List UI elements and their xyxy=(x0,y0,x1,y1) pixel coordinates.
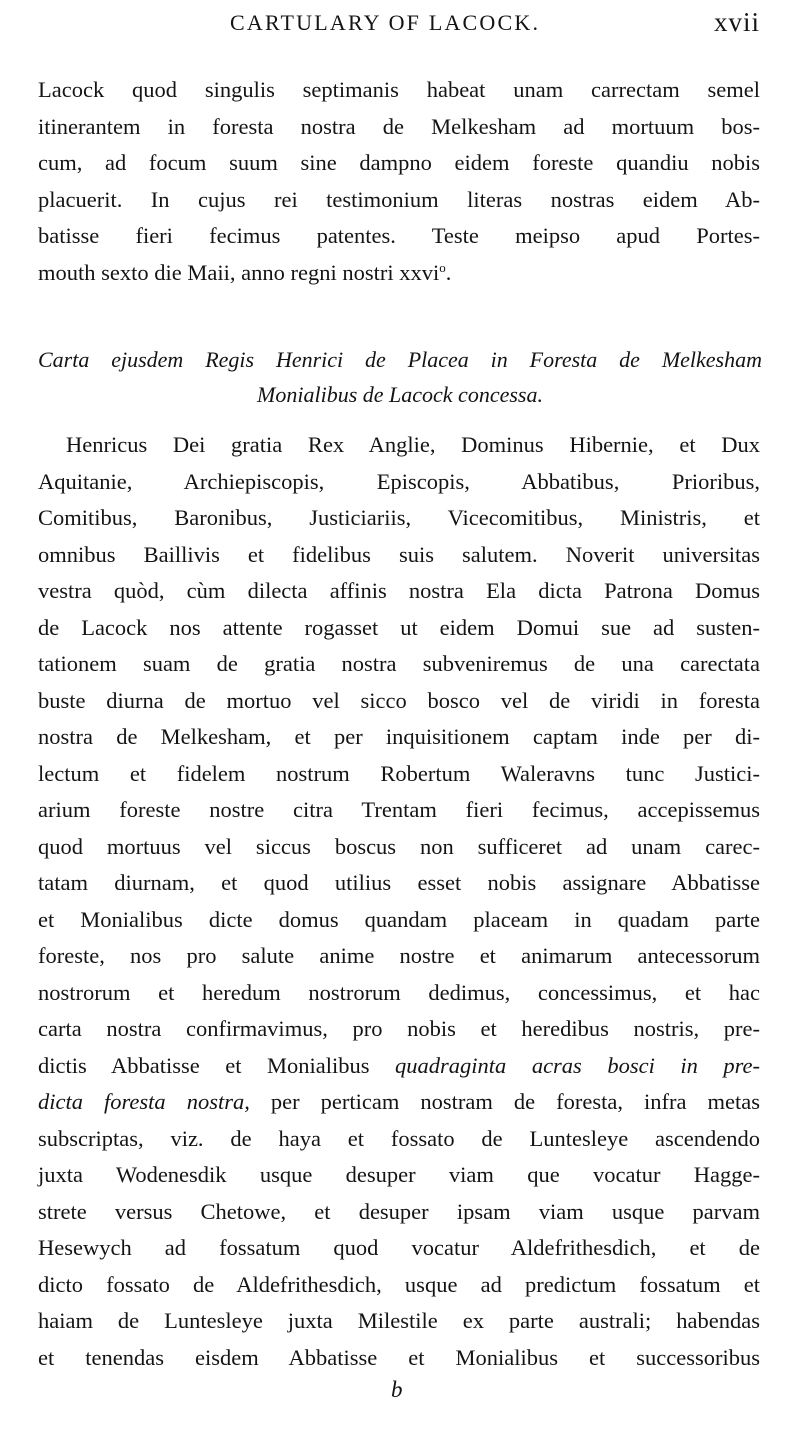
text-line: carta nostra confirmavimus, pro nobis et heredibus nostris, pre- xyxy=(38,1016,760,1041)
text-line: Comitibus, Baronibus, Justiciariis, Vicecomitibus, Ministris, et xyxy=(38,505,760,530)
text-fragment: . xyxy=(445,259,452,285)
text-fragment: per perticam nostram de foresta, infra metas xyxy=(249,1089,760,1114)
text-line: buste diurna de mortuo vel sicco bosco vel de viridi in foresta xyxy=(38,687,760,713)
italic-text-fragment: quadraginta acras bosci in pre- xyxy=(395,1052,761,1078)
running-title: CARTULARY OF LACOCK. xyxy=(230,10,541,35)
text-line: omnibus Baillivis et fidelibus suis salutem. Noverit universitas xyxy=(38,541,760,567)
text-line xyxy=(38,255,760,292)
superscript-ordinal: o xyxy=(439,259,446,275)
text-fragment: mouth sexto die Maii, anno regni nostri xxvi xyxy=(38,259,440,285)
text-line: Hesewych ad fossatum quod vocatur Aldefrithesdich, et de xyxy=(38,1235,760,1260)
text-line: haiam de Luntesleye juxta Milestile ex parte australi; habendas xyxy=(38,1308,760,1333)
text-line: foreste, nos pro salute anime nostre et animarum antecessorum xyxy=(38,943,760,968)
signature-mark: b xyxy=(391,1377,403,1402)
text-line: subscriptas, viz. de haya et fossato de Luntesleye ascendendo xyxy=(38,1125,760,1151)
text-fragment: dictis Abbatisse et Monialibus xyxy=(38,1052,396,1078)
text-line: arium foreste nostre citra Trentam fieri fecimus, accepissemus xyxy=(38,797,760,822)
text-line: placuerit. In cujus rei testimonium literas nostras eidem Ab- xyxy=(38,186,760,212)
text-line: Aquitanie, Archiepiscopis, Episcopis, Abbatibus, Prioribus, xyxy=(38,468,760,494)
text-line: et tenendas eisdem Abbatisse et Monialibus et successoribus xyxy=(38,1344,760,1370)
charter-paragraph xyxy=(38,427,760,1376)
opening-paragraph xyxy=(38,72,760,291)
text-line xyxy=(38,1084,760,1121)
text-line: dicto fossato de Aldefrithesdich, usque ad predictum fossatum et xyxy=(38,1271,760,1297)
charter-heading xyxy=(38,342,762,412)
text-line: lectum et fidelem nostrum Robertum Waleravns tunc Justici- xyxy=(38,760,760,786)
text-line: et Monialibus dicte domus quandam placeam in quadam parte xyxy=(38,906,760,932)
text-line: de Lacock nos attente rogasset ut eidem Domui sue ad susten- xyxy=(38,614,760,640)
heading-line: Monialibus de Lacock concessa. xyxy=(257,382,543,407)
text-line: tationem suam de gratia nostra subveniremus de una carectata xyxy=(38,651,760,676)
heading-line: Carta ejusdem Regis Henrici de Placea in Foresta de Melkesham xyxy=(38,347,762,372)
text-line: Henricus Dei gratia Rex Anglie, Dominus Hibernie, et Dux xyxy=(66,432,760,457)
text-line: juxta Wodenesdik usque desuper viam que vocatur Hagge- xyxy=(38,1162,760,1187)
text-line: quod mortuus vel siccus boscus non sufficeret ad unam carec- xyxy=(38,833,760,859)
text-line: vestra quòd, cùm dilecta affinis nostra Ela dicta Patrona Domus xyxy=(38,578,760,603)
italic-text-fragment: dicta foresta nostra, xyxy=(38,1089,250,1114)
text-line: nostra de Melkesham, et per inquisitionem captam inde per di- xyxy=(38,724,760,749)
text-line: cum, ad focum suum sine dampno eidem foreste quandiu nobis xyxy=(38,150,760,175)
text-line: batisse fieri fecimus patentes. Teste meipso apud Portes- xyxy=(38,223,760,248)
text-line: Lacock quod singulis septimanis habeat unam carrectam semel xyxy=(38,77,760,102)
text-line: strete versus Chetowe, et desuper ipsam viam usque parvam xyxy=(38,1198,760,1224)
text-line xyxy=(38,1048,760,1085)
page-number: xvii xyxy=(713,7,760,37)
text-line: nostrorum et heredum nostrorum dedimus, concessimus, et hac xyxy=(38,979,760,1005)
text-line: tatam diurnam, et quod utilius esset nobis assignare Abbatisse xyxy=(38,870,760,895)
text-line: itinerantem in foresta nostra de Melkesham ad mortuum bos- xyxy=(38,113,760,139)
